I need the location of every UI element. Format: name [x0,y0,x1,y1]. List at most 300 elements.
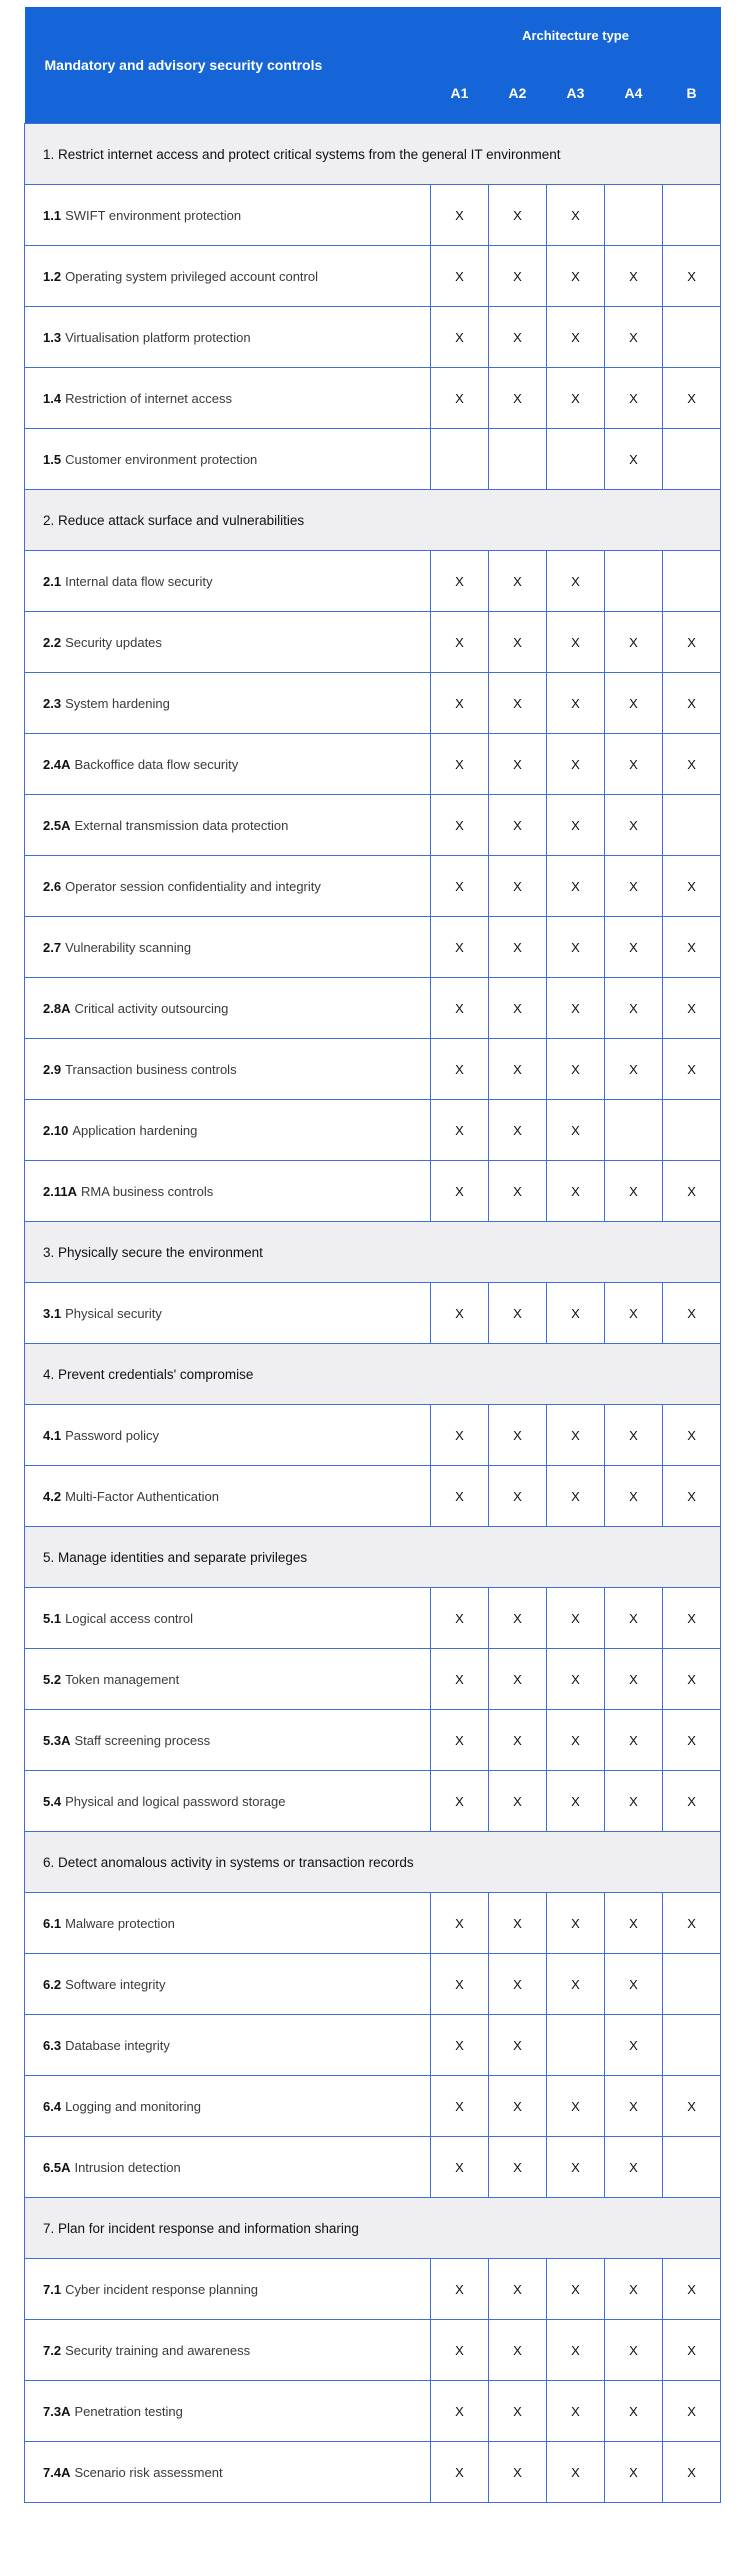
applicability-cell-a3 [547,978,605,1039]
control-name-cell [25,1710,431,1771]
control-name-cell [25,795,431,856]
applicability-cell-b [663,2137,721,2198]
section-title: 1. Restrict internet access and protect critical systems from the general IT environment [25,124,721,185]
applicability-mark: X [571,1610,580,1626]
applicability-mark: X [687,390,696,406]
applicability-cell-a4 [605,673,663,734]
control-row [25,1954,721,2015]
applicability-cell-a2 [489,917,547,978]
applicability-cell-a2 [489,2076,547,2137]
control-name-cell [25,734,431,795]
applicability-cell-a1 [431,307,489,368]
applicability-mark: X [687,634,696,650]
control-row [25,2442,721,2503]
applicability-cell-a1 [431,1771,489,1832]
control-name: Physical security [65,1305,162,1321]
control-name: Staff screening process [74,1732,211,1748]
table-title: Mandatory and advisory security controls [25,7,431,124]
control-row [25,2076,721,2137]
control-row [25,978,721,1039]
control-name-cell [25,978,431,1039]
applicability-mark: X [455,1732,464,1748]
control-code: 6.3 [43,2037,62,2053]
control-row [25,795,721,856]
applicability-mark: X [687,1793,696,1809]
applicability-mark: X [513,2037,522,2053]
applicability-mark: X [571,1427,580,1443]
applicability-cell-b [663,2015,721,2076]
applicability-cell-a4 [605,1100,663,1161]
controls-table-container [24,7,720,2503]
applicability-cell-a2 [489,307,547,368]
control-row [25,612,721,673]
control-row [25,429,721,490]
applicability-cell-a4 [605,1588,663,1649]
section-title: 5. Manage identities and separate privileges [25,1527,721,1588]
applicability-mark: X [687,2403,696,2419]
applicability-cell-a1 [431,734,489,795]
applicability-cell-a3 [547,1100,605,1161]
control-name: Vulnerability scanning [65,939,192,955]
section-row [25,1222,721,1283]
applicability-cell-a4 [605,1039,663,1100]
section-row [25,1344,721,1405]
control-name-cell [25,673,431,734]
applicability-mark: X [455,878,464,894]
control-code: 2.5A [43,817,71,833]
applicability-cell-a3 [547,1771,605,1832]
applicability-mark: X [571,1000,580,1016]
applicability-cell-a3 [547,429,605,490]
applicability-cell-a3 [547,734,605,795]
applicability-mark: X [629,2098,638,2114]
table-header [25,7,721,124]
applicability-cell-a1 [431,1893,489,1954]
control-code: 2.2 [43,634,62,650]
applicability-mark: X [629,268,638,284]
control-code: 2.6 [43,878,62,894]
applicability-mark: X [629,1610,638,1626]
applicability-cell-a3 [547,2259,605,2320]
applicability-cell-b [663,1161,721,1222]
control-row [25,1710,721,1771]
control-code: 7.2 [43,2342,62,2358]
applicability-cell-b [663,368,721,429]
control-row [25,2015,721,2076]
section-row [25,490,721,551]
control-name-cell [25,1466,431,1527]
control-code: 2.10 [43,1122,69,1138]
applicability-cell-a4 [605,795,663,856]
applicability-cell-a4 [605,1405,663,1466]
applicability-cell-a1 [431,2137,489,2198]
control-row [25,856,721,917]
applicability-mark: X [571,1793,580,1809]
applicability-cell-a4 [605,1771,663,1832]
control-name-cell [25,2381,431,2442]
applicability-cell-a4 [605,1161,663,1222]
applicability-mark: X [513,1732,522,1748]
applicability-mark: X [629,939,638,955]
applicability-cell-a2 [489,429,547,490]
column-header-a2: A2 [489,63,547,124]
applicability-mark: X [571,634,580,650]
applicability-mark: X [571,878,580,894]
control-name: Penetration testing [74,2403,183,2419]
applicability-cell-a3 [547,246,605,307]
applicability-mark: X [571,268,580,284]
applicability-cell-a1 [431,2381,489,2442]
applicability-mark: X [513,1671,522,1687]
applicability-cell-a2 [489,795,547,856]
control-name: Database integrity [65,2037,170,2053]
applicability-cell-a3 [547,2442,605,2503]
control-name-cell [25,1405,431,1466]
applicability-cell-b [663,917,721,978]
applicability-cell-a4 [605,246,663,307]
control-name: Token management [65,1671,180,1687]
applicability-cell-b [663,1100,721,1161]
applicability-cell-a1 [431,2320,489,2381]
applicability-mark: X [687,2464,696,2480]
control-name: Multi-Factor Authentication [65,1488,219,1504]
applicability-mark: X [571,2281,580,2297]
control-row [25,1588,721,1649]
applicability-cell-a2 [489,2381,547,2442]
applicability-mark: X [513,1488,522,1504]
control-name-cell [25,2320,431,2381]
applicability-mark: X [513,329,522,345]
applicability-cell-a1 [431,551,489,612]
applicability-mark: X [571,1061,580,1077]
applicability-mark: X [629,451,638,467]
section-row [25,1832,721,1893]
control-name-cell [25,2015,431,2076]
applicability-mark: X [629,817,638,833]
control-row [25,246,721,307]
applicability-cell-a3 [547,673,605,734]
applicability-mark: X [571,1488,580,1504]
control-row [25,368,721,429]
applicability-cell-a1 [431,1039,489,1100]
control-name: Transaction business controls [65,1061,237,1077]
applicability-cell-a3 [547,612,605,673]
control-name-cell [25,1893,431,1954]
applicability-mark: X [687,878,696,894]
applicability-cell-b [663,1466,721,1527]
applicability-mark: X [629,1488,638,1504]
applicability-mark: X [687,2098,696,2114]
applicability-cell-b [663,795,721,856]
applicability-mark: X [455,329,464,345]
control-name-cell [25,1588,431,1649]
control-row [25,1100,721,1161]
control-row [25,1466,721,1527]
control-name-cell [25,917,431,978]
applicability-mark: X [455,1427,464,1443]
control-name-cell [25,1161,431,1222]
applicability-cell-a4 [605,978,663,1039]
control-name-cell [25,1954,431,2015]
applicability-mark: X [455,390,464,406]
applicability-mark: X [571,1122,580,1138]
applicability-cell-a4 [605,1283,663,1344]
applicability-cell-a1 [431,1283,489,1344]
control-row [25,1039,721,1100]
section-row [25,1527,721,1588]
applicability-cell-a1 [431,2015,489,2076]
control-code: 6.2 [43,1976,62,1992]
control-name: Virtualisation platform protection [65,329,251,345]
applicability-mark: X [513,1183,522,1199]
applicability-mark: X [513,1305,522,1321]
control-name: Intrusion detection [74,2159,181,2175]
control-name-cell [25,368,431,429]
control-name-cell [25,1649,431,1710]
applicability-mark: X [629,1305,638,1321]
applicability-cell-b [663,2442,721,2503]
applicability-mark: X [455,207,464,223]
applicability-mark: X [571,1305,580,1321]
applicability-cell-a4 [605,551,663,612]
applicability-cell-b [663,1588,721,1649]
control-code: 1.5 [43,451,62,467]
applicability-mark: X [513,1061,522,1077]
applicability-cell-b [663,246,721,307]
applicability-mark: X [513,1000,522,1016]
control-name-cell [25,1100,431,1161]
applicability-cell-a1 [431,246,489,307]
applicability-mark: X [571,329,580,345]
applicability-cell-a1 [431,2076,489,2137]
applicability-mark: X [513,2098,522,2114]
applicability-cell-a1 [431,1466,489,1527]
applicability-mark: X [687,1000,696,1016]
applicability-cell-a2 [489,1039,547,1100]
applicability-mark: X [455,1793,464,1809]
section-title: 7. Plan for incident response and information sharing [25,2198,721,2259]
applicability-mark: X [687,268,696,284]
applicability-mark: X [571,2342,580,2358]
applicability-cell-a1 [431,612,489,673]
control-name: Customer environment protection [65,451,258,467]
applicability-mark: X [513,390,522,406]
control-name: Critical activity outsourcing [74,1000,229,1016]
control-row [25,307,721,368]
applicability-mark: X [513,817,522,833]
control-name: Internal data flow security [65,573,213,589]
applicability-cell-a2 [489,1710,547,1771]
applicability-mark: X [687,2342,696,2358]
control-name: Security updates [65,634,162,650]
applicability-cell-a1 [431,673,489,734]
applicability-cell-a1 [431,185,489,246]
applicability-cell-b [663,307,721,368]
applicability-mark: X [629,1427,638,1443]
applicability-cell-a3 [547,2320,605,2381]
applicability-cell-a3 [547,307,605,368]
architecture-type-header: Architecture type [431,7,721,63]
control-code: 7.3A [43,2403,71,2419]
applicability-mark: X [629,1671,638,1687]
applicability-cell-b [663,1039,721,1100]
applicability-cell-b [663,1649,721,1710]
control-code: 2.1 [43,573,62,589]
applicability-cell-a1 [431,2259,489,2320]
applicability-cell-b [663,1405,721,1466]
control-name-cell [25,2076,431,2137]
section-title: 3. Physically secure the environment [25,1222,721,1283]
applicability-mark: X [571,2403,580,2419]
section-row [25,124,721,185]
control-code: 7.4A [43,2464,71,2480]
applicability-mark: X [629,2037,638,2053]
control-name: Backoffice data flow security [74,756,239,772]
control-name: System hardening [65,695,170,711]
applicability-mark: X [629,1915,638,1931]
applicability-mark: X [629,1000,638,1016]
applicability-cell-a4 [605,856,663,917]
control-row [25,1771,721,1832]
applicability-cell-a3 [547,1161,605,1222]
applicability-mark: X [455,1488,464,1504]
applicability-cell-a4 [605,1466,663,1527]
control-row [25,673,721,734]
applicability-mark: X [513,878,522,894]
control-name: Physical and logical password storage [65,1793,286,1809]
applicability-mark: X [571,207,580,223]
applicability-cell-a4 [605,2442,663,2503]
control-name-cell [25,2137,431,2198]
applicability-cell-b [663,1710,721,1771]
applicability-cell-a2 [489,673,547,734]
applicability-mark: X [513,695,522,711]
applicability-cell-a4 [605,1954,663,2015]
applicability-mark: X [455,939,464,955]
applicability-mark: X [513,1610,522,1626]
applicability-mark: X [687,1915,696,1931]
applicability-cell-a2 [489,2137,547,2198]
applicability-cell-a4 [605,2320,663,2381]
applicability-mark: X [513,207,522,223]
applicability-cell-a2 [489,734,547,795]
control-row [25,1283,721,1344]
control-name: SWIFT environment protection [65,207,242,223]
applicability-cell-a4 [605,2137,663,2198]
applicability-cell-a2 [489,1100,547,1161]
applicability-mark: X [687,1488,696,1504]
control-code: 2.7 [43,939,62,955]
control-row [25,734,721,795]
applicability-cell-a4 [605,734,663,795]
applicability-mark: X [513,573,522,589]
applicability-mark: X [513,1793,522,1809]
applicability-cell-a1 [431,978,489,1039]
applicability-cell-a3 [547,1893,605,1954]
applicability-mark: X [571,2098,580,2114]
control-name: Scenario risk assessment [74,2464,223,2480]
control-name: Application hardening [72,1122,198,1138]
applicability-cell-a2 [489,1466,547,1527]
applicability-cell-a3 [547,1466,605,1527]
applicability-cell-a2 [489,1649,547,1710]
applicability-mark: X [455,1976,464,1992]
applicability-cell-a3 [547,551,605,612]
applicability-mark: X [455,2403,464,2419]
applicability-mark: X [687,1671,696,1687]
control-row [25,1893,721,1954]
applicability-mark: X [571,1976,580,1992]
applicability-cell-a4 [605,1893,663,1954]
applicability-mark: X [629,756,638,772]
applicability-mark: X [455,1122,464,1138]
applicability-mark: X [687,2281,696,2297]
applicability-mark: X [455,1305,464,1321]
applicability-mark: X [687,695,696,711]
applicability-cell-b [663,978,721,1039]
applicability-mark: X [687,1061,696,1077]
applicability-cell-a1 [431,1100,489,1161]
applicability-mark: X [513,2403,522,2419]
control-code: 5.3A [43,1732,71,1748]
control-row [25,1161,721,1222]
applicability-cell-a1 [431,1588,489,1649]
applicability-mark: X [571,1183,580,1199]
applicability-cell-b [663,734,721,795]
control-name-cell [25,429,431,490]
applicability-cell-a4 [605,185,663,246]
control-code: 2.4A [43,756,71,772]
applicability-mark: X [455,634,464,650]
applicability-cell-b [663,429,721,490]
applicability-cell-a3 [547,856,605,917]
applicability-mark: X [629,2464,638,2480]
applicability-cell-a2 [489,2015,547,2076]
control-code: 2.3 [43,695,62,711]
control-name-cell [25,612,431,673]
applicability-mark: X [629,2159,638,2175]
control-row [25,1649,721,1710]
applicability-cell-a2 [489,978,547,1039]
applicability-cell-a1 [431,795,489,856]
applicability-mark: X [687,1610,696,1626]
applicability-cell-a3 [547,185,605,246]
applicability-mark: X [455,573,464,589]
applicability-mark: X [629,1793,638,1809]
applicability-mark: X [571,817,580,833]
applicability-cell-a3 [547,1405,605,1466]
control-row [25,917,721,978]
applicability-cell-b [663,1283,721,1344]
control-code: 7.1 [43,2281,62,2297]
applicability-cell-a4 [605,368,663,429]
section-title: 4. Prevent credentials' compromise [25,1344,721,1405]
applicability-cell-a4 [605,2381,663,2442]
applicability-cell-a1 [431,1405,489,1466]
applicability-mark: X [513,1122,522,1138]
applicability-cell-a4 [605,917,663,978]
applicability-mark: X [571,573,580,589]
applicability-mark: X [687,756,696,772]
applicability-cell-a1 [431,368,489,429]
applicability-mark: X [629,2342,638,2358]
control-name: Cyber incident response planning [65,2281,259,2297]
column-header-a4: A4 [605,63,663,124]
control-row [25,185,721,246]
applicability-mark: X [513,1427,522,1443]
applicability-cell-a4 [605,1710,663,1771]
control-name-cell [25,1039,431,1100]
